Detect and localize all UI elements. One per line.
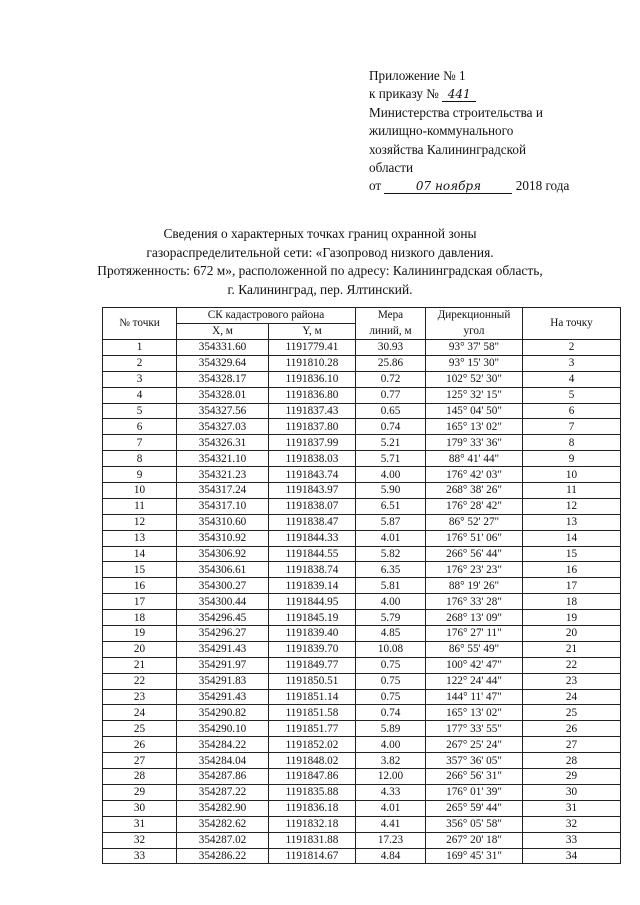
title-line-1: Сведения о характерных точках границ охранной зоны xyxy=(163,226,477,241)
cell-to-point: 12 xyxy=(523,498,621,514)
table-row xyxy=(103,594,621,610)
cell-angle: 266° 56' 44" xyxy=(426,546,523,562)
cell-to-point: 23 xyxy=(523,673,621,689)
cell-x: 354306.92 xyxy=(177,546,269,562)
cell-point-no: 11 xyxy=(103,498,177,514)
cell-y: 1191839.40 xyxy=(269,626,356,642)
title-line-2: газораспределительной сети: «Газопровод низкого давления. xyxy=(146,244,494,260)
table-row xyxy=(103,419,621,435)
table-body xyxy=(103,340,621,864)
cell-angle: 88° 41' 44" xyxy=(426,451,523,467)
cell-point-no: 8 xyxy=(103,451,177,467)
cell-point-no: 14 xyxy=(103,546,177,562)
cell-to-point: 32 xyxy=(523,816,621,832)
cell-point-no: 16 xyxy=(103,578,177,594)
cell-to-point: 34 xyxy=(523,848,621,864)
cell-y: 1191843.74 xyxy=(269,467,356,483)
date-prefix: от xyxy=(369,178,382,194)
cell-measure: 4.85 xyxy=(356,626,426,642)
cell-measure: 4.00 xyxy=(356,467,426,483)
table-row xyxy=(103,610,621,626)
table-row xyxy=(103,705,621,721)
appendix-line-4: жилищно-коммунального xyxy=(369,123,514,139)
cell-point-no: 26 xyxy=(103,737,177,753)
cell-to-point: 10 xyxy=(523,467,621,483)
cell-point-no: 17 xyxy=(103,594,177,610)
cell-point-no: 24 xyxy=(103,705,177,721)
cell-measure: 4.84 xyxy=(356,848,426,864)
cell-x: 354328.17 xyxy=(177,371,269,387)
cell-measure: 5.21 xyxy=(356,435,426,451)
table-row xyxy=(103,371,621,387)
cell-measure: 4.00 xyxy=(356,594,426,610)
cell-angle: 122° 24' 44" xyxy=(426,673,523,689)
cell-y: 1191837.80 xyxy=(269,419,356,435)
cell-angle: 86° 55' 49" xyxy=(426,641,523,657)
cell-point-no: 29 xyxy=(103,784,177,800)
cell-measure: 4.00 xyxy=(356,737,426,753)
cell-angle: 176° 23' 23" xyxy=(426,562,523,578)
table-row xyxy=(103,483,621,499)
cell-point-no: 3 xyxy=(103,371,177,387)
cell-measure: 4.01 xyxy=(356,530,426,546)
cell-point-no: 12 xyxy=(103,514,177,530)
cell-measure: 5.89 xyxy=(356,721,426,737)
cell-point-no: 20 xyxy=(103,641,177,657)
cell-point-no: 5 xyxy=(103,403,177,419)
table-row xyxy=(103,848,621,864)
cell-x: 354328.01 xyxy=(177,387,269,403)
table-row xyxy=(103,769,621,785)
table-row xyxy=(103,689,621,705)
cell-angle: 176° 01' 39" xyxy=(426,784,523,800)
cell-point-no: 10 xyxy=(103,483,177,499)
cell-x: 354291.83 xyxy=(177,673,269,689)
cell-angle: 145° 04' 50" xyxy=(426,403,523,419)
appendix-header xyxy=(369,67,629,196)
cell-x: 354321.10 xyxy=(177,451,269,467)
cell-to-point: 20 xyxy=(523,626,621,642)
header-to-point: На точку xyxy=(523,308,621,340)
cell-y: 1191837.99 xyxy=(269,435,356,451)
cell-y: 1191852.02 xyxy=(269,737,356,753)
cell-x: 354291.43 xyxy=(177,689,269,705)
cell-x: 354296.45 xyxy=(177,610,269,626)
cell-measure: 0.74 xyxy=(356,419,426,435)
cell-y: 1191810.28 xyxy=(269,355,356,371)
cell-x: 354284.22 xyxy=(177,737,269,753)
cell-angle: 268° 38' 26" xyxy=(426,483,523,499)
header-x: X, м xyxy=(177,324,269,340)
cell-point-no: 1 xyxy=(103,340,177,356)
cell-to-point: 15 xyxy=(523,546,621,562)
cell-y: 1191844.95 xyxy=(269,594,356,610)
table-row xyxy=(103,355,621,371)
cell-y: 1191851.14 xyxy=(269,689,356,705)
cell-to-point: 27 xyxy=(523,737,621,753)
table-row xyxy=(103,626,621,642)
cell-x: 354327.56 xyxy=(177,403,269,419)
cell-point-no: 32 xyxy=(103,832,177,848)
cell-to-point: 3 xyxy=(523,355,621,371)
cell-x: 354331.60 xyxy=(177,340,269,356)
table-row xyxy=(103,340,621,356)
cell-to-point: 14 xyxy=(523,530,621,546)
cell-angle: 267° 25' 24" xyxy=(426,737,523,753)
appendix-order-line xyxy=(369,85,629,103)
cell-measure: 3.82 xyxy=(356,753,426,769)
cell-x: 354321.23 xyxy=(177,467,269,483)
cell-angle: 267° 20' 18" xyxy=(426,832,523,848)
cell-angle: 125° 32' 15" xyxy=(426,387,523,403)
header-measure-2: линий, м xyxy=(356,324,426,340)
cell-point-no: 21 xyxy=(103,657,177,673)
cell-y: 1191851.58 xyxy=(269,705,356,721)
cell-angle: 169° 45' 31" xyxy=(426,848,523,864)
cell-x: 354290.10 xyxy=(177,721,269,737)
cell-angle: 357° 36' 05" xyxy=(426,753,523,769)
date-handwritten: 07 ноября xyxy=(384,179,512,194)
header-sk: СК кадастрового района xyxy=(177,308,356,324)
cell-measure: 5.87 xyxy=(356,514,426,530)
cell-measure: 0.65 xyxy=(356,403,426,419)
header-y: Y, м xyxy=(269,324,356,340)
cell-y: 1191835.88 xyxy=(269,784,356,800)
cell-point-no: 33 xyxy=(103,848,177,864)
cell-measure: 4.33 xyxy=(356,784,426,800)
cell-x: 354327.03 xyxy=(177,419,269,435)
table-row xyxy=(103,641,621,657)
cell-to-point: 18 xyxy=(523,594,621,610)
cell-point-no: 19 xyxy=(103,626,177,642)
cell-point-no: 22 xyxy=(103,673,177,689)
appendix-line-6: области xyxy=(369,160,414,176)
cell-measure: 5.90 xyxy=(356,483,426,499)
cell-x: 354291.43 xyxy=(177,641,269,657)
cell-angle: 102° 52' 30" xyxy=(426,371,523,387)
header-point-no: № точки xyxy=(103,308,177,340)
cell-y: 1191839.14 xyxy=(269,578,356,594)
cell-angle: 176° 33' 28" xyxy=(426,594,523,610)
cell-to-point: 8 xyxy=(523,435,621,451)
cell-y: 1191851.77 xyxy=(269,721,356,737)
cell-measure: 0.75 xyxy=(356,657,426,673)
cell-angle: 176° 51' 06" xyxy=(426,530,523,546)
cell-x: 354326.31 xyxy=(177,435,269,451)
cell-measure: 6.51 xyxy=(356,498,426,514)
cell-measure: 0.72 xyxy=(356,371,426,387)
table-row xyxy=(103,800,621,816)
cell-angle: 100° 42' 47" xyxy=(426,657,523,673)
cell-y: 1191836.10 xyxy=(269,371,356,387)
cell-angle: 144° 11' 47" xyxy=(426,689,523,705)
table-row xyxy=(103,657,621,673)
cell-x: 354287.86 xyxy=(177,769,269,785)
cell-y: 1191838.07 xyxy=(269,498,356,514)
cell-angle: 268° 13' 09" xyxy=(426,610,523,626)
cell-to-point: 4 xyxy=(523,371,621,387)
cell-x: 354282.90 xyxy=(177,800,269,816)
table-row xyxy=(103,387,621,403)
cell-y: 1191847.86 xyxy=(269,769,356,785)
cell-point-no: 23 xyxy=(103,689,177,705)
cell-to-point: 24 xyxy=(523,689,621,705)
cell-x: 354291.97 xyxy=(177,657,269,673)
table-row xyxy=(103,451,621,467)
cell-measure: 5.79 xyxy=(356,610,426,626)
cell-angle: 176° 28' 42" xyxy=(426,498,523,514)
appendix-line-3: Министерства строительства и xyxy=(369,104,543,120)
cell-to-point: 2 xyxy=(523,340,621,356)
header-angle-1: Дирекционный xyxy=(426,308,523,324)
cell-angle: 176° 27' 11" xyxy=(426,626,523,642)
table-row xyxy=(103,498,621,514)
cell-angle: 179° 33' 36" xyxy=(426,435,523,451)
cell-y: 1191848.02 xyxy=(269,753,356,769)
table-row xyxy=(103,562,621,578)
cell-to-point: 30 xyxy=(523,784,621,800)
appendix-date-line xyxy=(369,177,629,195)
cell-to-point: 13 xyxy=(523,514,621,530)
cell-point-no: 25 xyxy=(103,721,177,737)
cell-x: 354310.60 xyxy=(177,514,269,530)
cell-x: 354287.02 xyxy=(177,832,269,848)
table-row xyxy=(103,546,621,562)
cell-measure: 5.81 xyxy=(356,578,426,594)
cell-point-no: 4 xyxy=(103,387,177,403)
cell-x: 354310.92 xyxy=(177,530,269,546)
cell-y: 1191838.47 xyxy=(269,514,356,530)
cell-x: 354284.04 xyxy=(177,753,269,769)
cell-angle: 356° 05' 58" xyxy=(426,816,523,832)
appendix-line-1: Приложение № 1 xyxy=(369,68,466,83)
cell-to-point: 6 xyxy=(523,403,621,419)
cell-to-point: 26 xyxy=(523,721,621,737)
table-row xyxy=(103,578,621,594)
table-row xyxy=(103,435,621,451)
cell-angle: 86° 52' 27" xyxy=(426,514,523,530)
order-prefix: к приказу № xyxy=(369,86,439,102)
cell-y: 1191838.74 xyxy=(269,562,356,578)
cell-y: 1191831.88 xyxy=(269,832,356,848)
cell-point-no: 2 xyxy=(103,355,177,371)
appendix-line-5: хозяйства Калининградской xyxy=(369,141,527,157)
cell-point-no: 28 xyxy=(103,769,177,785)
cell-point-no: 18 xyxy=(103,610,177,626)
cell-y: 1191837.43 xyxy=(269,403,356,419)
cell-y: 1191838.03 xyxy=(269,451,356,467)
cell-to-point: 7 xyxy=(523,419,621,435)
header-angle-2: угол xyxy=(426,324,523,340)
cell-to-point: 11 xyxy=(523,483,621,499)
cell-point-no: 31 xyxy=(103,816,177,832)
cell-point-no: 9 xyxy=(103,467,177,483)
title-line-4: г. Калининград, пер. Ялтинский. xyxy=(227,281,413,297)
cell-x: 354286.22 xyxy=(177,848,269,864)
table-row xyxy=(103,403,621,419)
cell-x: 354300.27 xyxy=(177,578,269,594)
cell-to-point: 22 xyxy=(523,657,621,673)
cell-x: 354317.24 xyxy=(177,483,269,499)
title-line-3: Протяженность: 672 м», расположенной по адресу: Калининградская область, xyxy=(97,263,543,279)
cell-y: 1191814.67 xyxy=(269,848,356,864)
cell-angle: 266° 56' 31" xyxy=(426,769,523,785)
header-measure-1: Мера xyxy=(356,308,426,324)
table-row xyxy=(103,467,621,483)
cell-point-no: 7 xyxy=(103,435,177,451)
cell-y: 1191844.55 xyxy=(269,546,356,562)
cell-to-point: 16 xyxy=(523,562,621,578)
coordinates-table xyxy=(102,307,621,864)
table-row xyxy=(103,832,621,848)
cell-x: 354300.44 xyxy=(177,594,269,610)
cell-measure: 0.75 xyxy=(356,689,426,705)
cell-measure: 4.01 xyxy=(356,800,426,816)
cell-x: 354282.62 xyxy=(177,816,269,832)
cell-angle: 93° 15' 30" xyxy=(426,355,523,371)
cell-y: 1191845.19 xyxy=(269,610,356,626)
cell-to-point: 28 xyxy=(523,753,621,769)
cell-point-no: 15 xyxy=(103,562,177,578)
table-row xyxy=(103,530,621,546)
cell-to-point: 29 xyxy=(523,769,621,785)
cell-measure: 5.82 xyxy=(356,546,426,562)
cell-to-point: 33 xyxy=(523,832,621,848)
cell-to-point: 9 xyxy=(523,451,621,467)
cell-x: 354329.64 xyxy=(177,355,269,371)
cell-y: 1191836.18 xyxy=(269,800,356,816)
cell-y: 1191839.70 xyxy=(269,641,356,657)
cell-x: 354317.10 xyxy=(177,498,269,514)
cell-measure: 0.75 xyxy=(356,673,426,689)
order-number-handwritten: 441 xyxy=(442,87,476,102)
table-row xyxy=(103,514,621,530)
cell-measure: 6.35 xyxy=(356,562,426,578)
cell-y: 1191843.97 xyxy=(269,483,356,499)
cell-point-no: 27 xyxy=(103,753,177,769)
document-title xyxy=(40,225,600,299)
cell-to-point: 25 xyxy=(523,705,621,721)
cell-x: 354296.27 xyxy=(177,626,269,642)
table-row xyxy=(103,753,621,769)
cell-point-no: 13 xyxy=(103,530,177,546)
table-row xyxy=(103,673,621,689)
cell-angle: 165° 13' 02" xyxy=(426,419,523,435)
cell-measure: 5.71 xyxy=(356,451,426,467)
cell-angle: 265° 59' 44" xyxy=(426,800,523,816)
cell-to-point: 17 xyxy=(523,578,621,594)
cell-measure: 0.74 xyxy=(356,705,426,721)
cell-to-point: 19 xyxy=(523,610,621,626)
cell-measure: 25.86 xyxy=(356,355,426,371)
cell-y: 1191850.51 xyxy=(269,673,356,689)
table-row xyxy=(103,737,621,753)
cell-x: 354306.61 xyxy=(177,562,269,578)
cell-point-no: 30 xyxy=(103,800,177,816)
cell-angle: 177° 33' 55" xyxy=(426,721,523,737)
cell-measure: 17.23 xyxy=(356,832,426,848)
cell-angle: 93° 37' 58" xyxy=(426,340,523,356)
cell-y: 1191849.77 xyxy=(269,657,356,673)
cell-measure: 4.41 xyxy=(356,816,426,832)
cell-measure: 30.93 xyxy=(356,340,426,356)
cell-y: 1191836.80 xyxy=(269,387,356,403)
cell-x: 354287.22 xyxy=(177,784,269,800)
table-row xyxy=(103,784,621,800)
table-row xyxy=(103,721,621,737)
cell-angle: 165° 13' 02" xyxy=(426,705,523,721)
cell-x: 354290.82 xyxy=(177,705,269,721)
cell-y: 1191844.33 xyxy=(269,530,356,546)
cell-y: 1191779.41 xyxy=(269,340,356,356)
table-row xyxy=(103,816,621,832)
cell-measure: 10.08 xyxy=(356,641,426,657)
cell-angle: 176° 42' 03" xyxy=(426,467,523,483)
cell-point-no: 6 xyxy=(103,419,177,435)
cell-to-point: 5 xyxy=(523,387,621,403)
cell-measure: 12.00 xyxy=(356,769,426,785)
cell-y: 1191832.18 xyxy=(269,816,356,832)
cell-measure: 0.77 xyxy=(356,387,426,403)
cell-to-point: 31 xyxy=(523,800,621,816)
date-suffix: 2018 года xyxy=(515,178,570,194)
cell-to-point: 21 xyxy=(523,641,621,657)
cell-angle: 88° 19' 26" xyxy=(426,578,523,594)
